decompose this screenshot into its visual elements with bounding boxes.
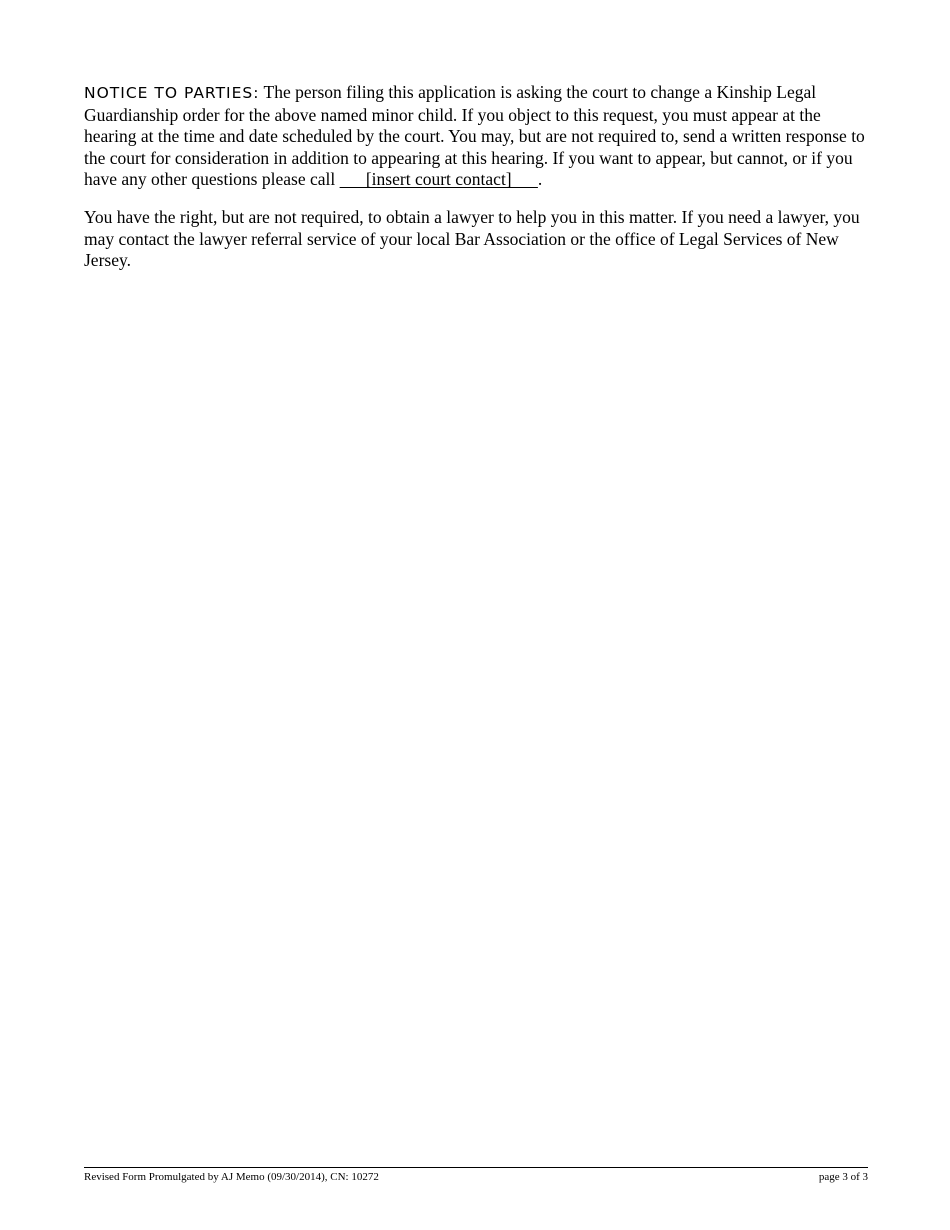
footer-form-info: Revised Form Promulgated by AJ Memo (09/30/2014), CN: 10272 [84, 1171, 379, 1183]
notice-text: The person filing this application is asking the court to change a Kinship Legal Guardianship order for the above named minor child. If you object to this request, you must appear at the hearing at the time and date scheduled by the court. You may, but are not required to, send a written response to the court for consideration in addition to appearing at this hearing. If you want to appear, but cannot, or if you have any other questions please call [84, 82, 865, 190]
document-body [84, 82, 868, 288]
lawyer-paragraph: You have the right, but are not required, to obtain a lawyer to help you in this matter. If you need a lawyer, you may contact the lawyer referral service of your local Bar Association or the office of Legal Services of New Jersey. [84, 206, 860, 271]
footer-rule [84, 1167, 868, 1168]
notice-end: . [537, 169, 543, 190]
court-contact-blank: [insert court contact] [339, 169, 538, 190]
notice-label: NOTICE TO PARTIES: [84, 84, 260, 102]
notice-paragraph [84, 82, 868, 191]
footer-page-number: page 3 of 3 [818, 1171, 868, 1183]
page-footer [84, 1171, 868, 1184]
